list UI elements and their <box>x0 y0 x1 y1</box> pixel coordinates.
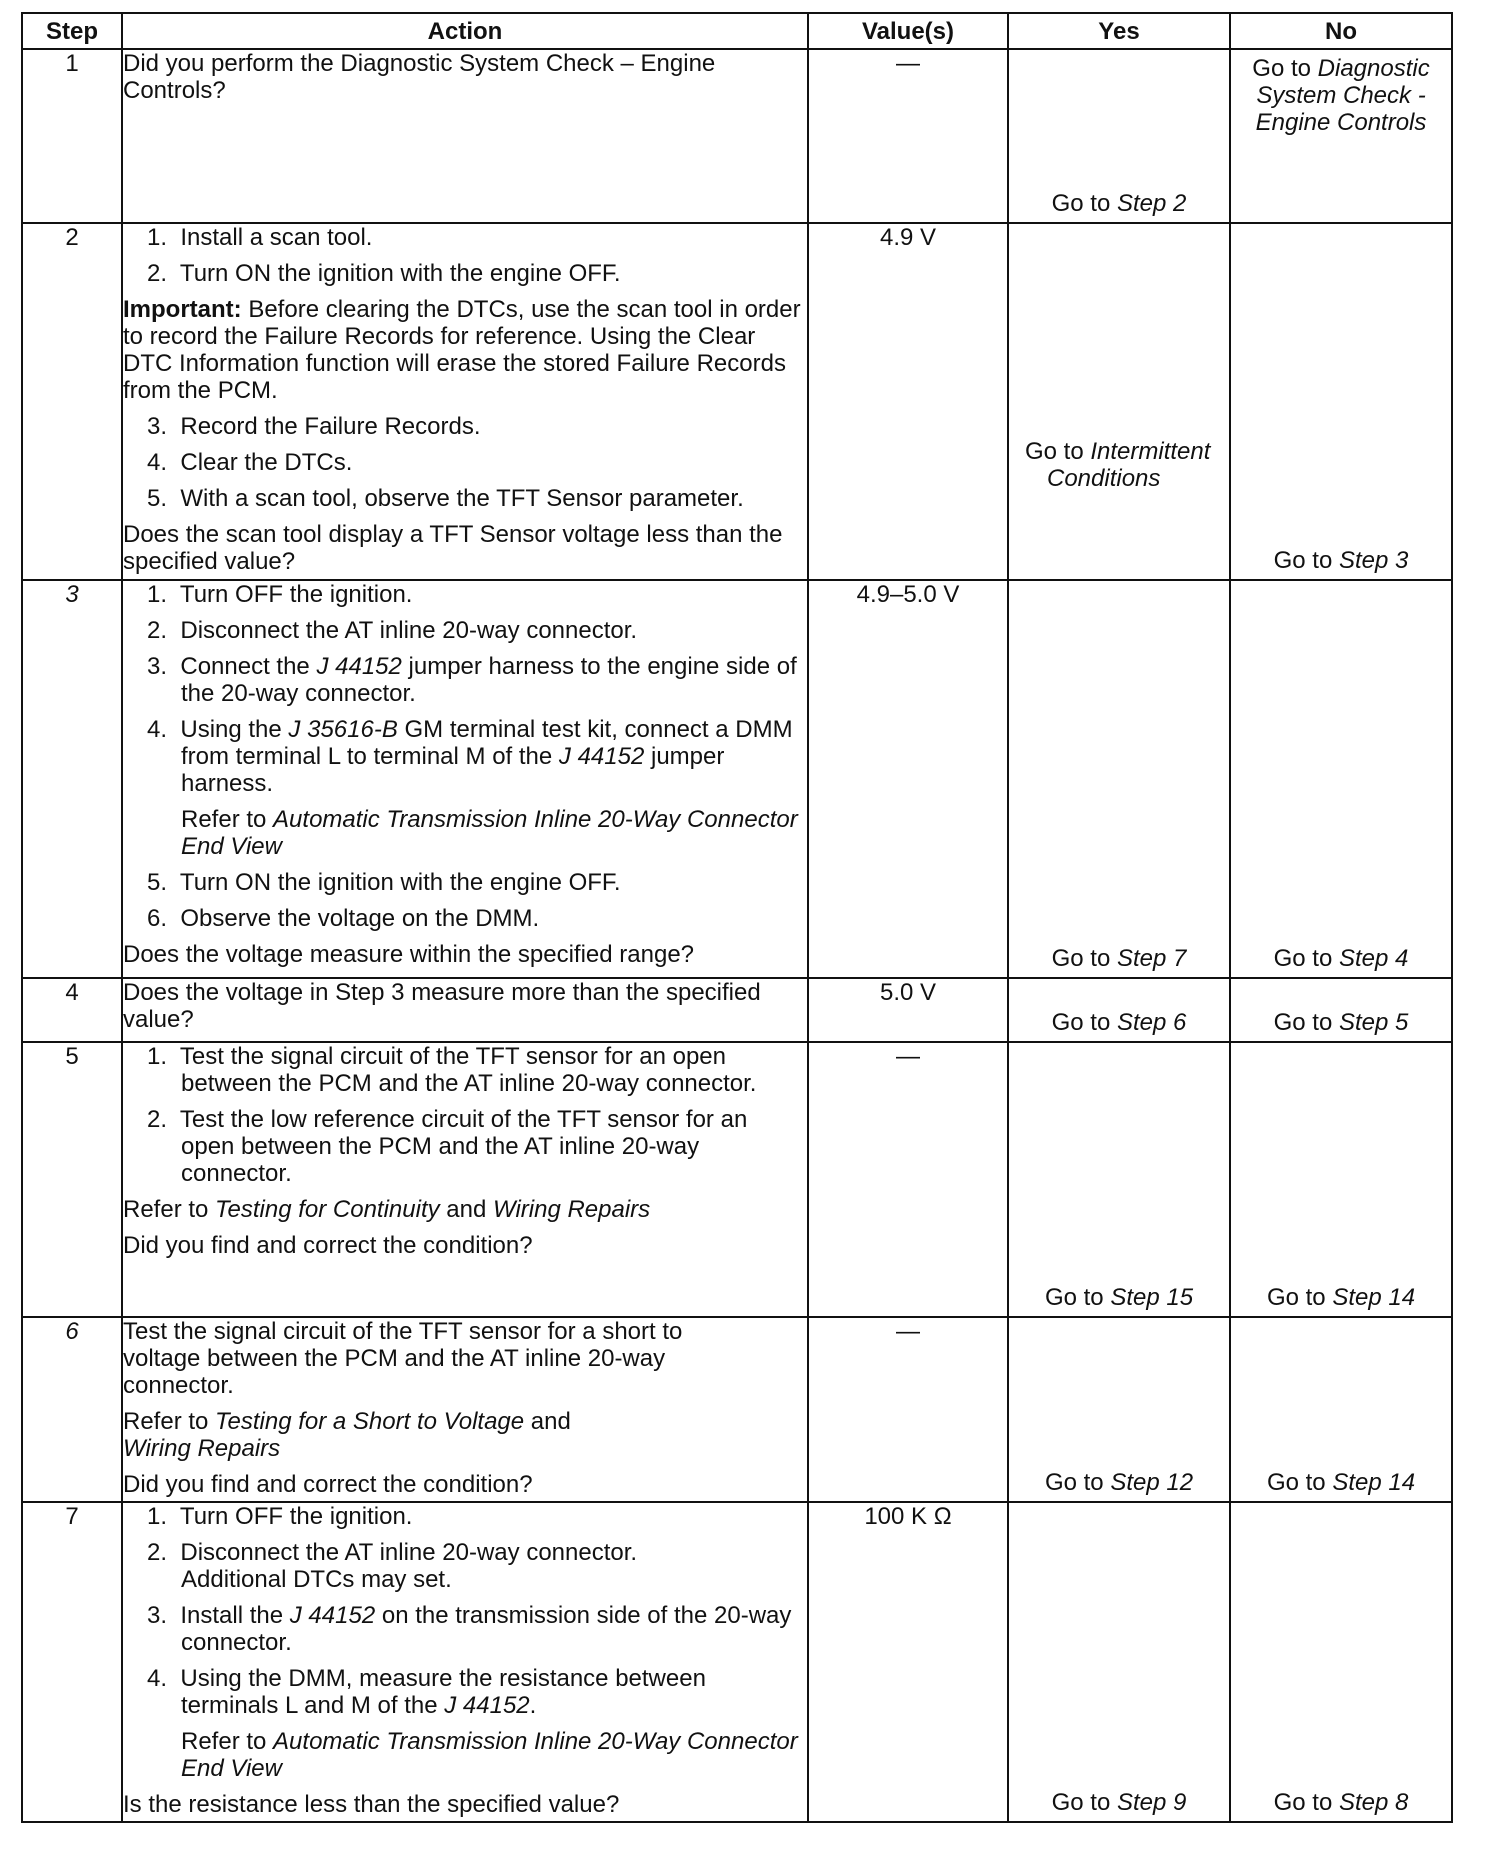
step-number: 2 <box>22 223 122 580</box>
no-text: Go to Step 8 <box>1273 1789 1409 1816</box>
reference: Refer to Testing for Continuity and Wiring Repairs <box>123 1196 651 1223</box>
no-text: Go to Step 3 <box>1273 547 1409 574</box>
action-step-5: 5. With a scan tool, observe the TFT Sensor parameter. <box>147 485 744 512</box>
yes-cell <box>1008 223 1230 580</box>
reference: Refer to Automatic Transmission Inline 20-Way Connector End View <box>181 1728 798 1782</box>
action-question: Did you find and correct the condition? <box>123 1471 533 1498</box>
table-row-step-1 <box>22 49 1452 223</box>
table-row-step-2 <box>22 223 1452 580</box>
value-cell: — <box>808 1042 1008 1317</box>
no-link[interactable]: Step 14 <box>1332 1469 1416 1496</box>
header-action: Action <box>122 13 808 49</box>
reference-link[interactable]: Wiring Repairs <box>493 1196 651 1223</box>
step-number: 3 <box>22 580 122 978</box>
value-cell: — <box>808 49 1008 223</box>
header-values: Value(s) <box>808 13 1008 49</box>
yes-text: Go to Step 15 <box>1044 1284 1194 1311</box>
header-yes: Yes <box>1008 13 1230 49</box>
action-question: Does the scan tool display a TFT Sensor voltage less than the specified value? <box>123 521 783 575</box>
step-number: 7 <box>22 1502 122 1822</box>
reference-link[interactable]: Automatic Transmission Inline 20-Way Connector End View <box>181 1728 798 1782</box>
tool-ref: J 44152 <box>289 1602 376 1629</box>
action-step-2: 2. Turn ON the ignition with the engine OFF. <box>147 260 621 287</box>
diagnostic-table <box>21 12 1453 1823</box>
tool-ref: J 35616-B <box>288 716 398 743</box>
header-no: No <box>1230 13 1452 49</box>
action-step-1: 1. Turn OFF the ignition. <box>147 1503 413 1530</box>
yes-link[interactable]: Step 6 <box>1116 1009 1187 1036</box>
table-row-step-6 <box>22 1317 1452 1502</box>
no-link[interactable]: Diagnostic System Check - Engine Controls <box>1255 55 1430 136</box>
value-cell: 4.9 V <box>808 223 1008 580</box>
action-cell <box>122 580 808 978</box>
no-link[interactable]: Step 4 <box>1338 945 1409 972</box>
action-step-2: 2. Disconnect the AT inline 20-way connector. <box>147 617 638 644</box>
action-cell <box>122 978 808 1042</box>
reference: Refer to Automatic Transmission Inline 20-Way Connector End View <box>181 806 798 860</box>
yes-cell <box>1008 580 1230 978</box>
no-link[interactable]: Step 14 <box>1332 1284 1416 1311</box>
action-step-5: 5. Turn ON the ignition with the engine OFF. <box>147 869 621 896</box>
yes-cell <box>1008 1317 1230 1502</box>
table-row-step-7 <box>22 1502 1452 1822</box>
table-row-step-3 <box>22 580 1452 978</box>
value-cell: 5.0 V <box>808 978 1008 1042</box>
action-cell <box>122 1502 808 1822</box>
tool-ref: J 44152 <box>316 653 402 680</box>
yes-text: Go to Intermittent Conditions <box>1025 438 1211 492</box>
action-cell <box>122 49 808 223</box>
action-step-4: 4. Using the DMM, measure the resistance between terminals L and M of the J 44152. <box>147 1665 706 1719</box>
action-question: Is the resistance less than the specified value? <box>123 1791 620 1818</box>
value-cell: — <box>808 1317 1008 1502</box>
no-cell <box>1230 49 1452 223</box>
action-step-3: 3. Record the Failure Records. <box>147 413 481 440</box>
reference: Refer to Testing for a Short to Voltage and Wiring Repairs <box>123 1408 571 1462</box>
no-text: Go to Step 14 <box>1266 1284 1416 1311</box>
step-number: 6 <box>22 1317 122 1502</box>
yes-link[interactable]: Step 2 <box>1116 190 1187 217</box>
no-text: Go to Step 14 <box>1266 1469 1416 1496</box>
action-step-6: 6. Observe the voltage on the DMM. <box>147 905 540 932</box>
yes-cell <box>1008 49 1230 223</box>
yes-link[interactable]: Step 9 <box>1116 1789 1187 1816</box>
value-cell: 4.9–5.0 V <box>808 580 1008 978</box>
action-question: Did you find and correct the condition? <box>123 1232 533 1259</box>
no-link[interactable]: Step 3 <box>1338 547 1409 574</box>
tool-ref: J 44152 <box>444 1692 530 1719</box>
action-cell <box>122 1317 808 1502</box>
yes-text: Go to Step 9 <box>1051 1789 1187 1816</box>
action-question: Does the voltage in Step 3 measure more than the specified value? <box>123 979 761 1033</box>
yes-cell <box>1008 978 1230 1042</box>
tool-ref: J 44152 <box>558 743 645 770</box>
no-cell <box>1230 580 1452 978</box>
no-text: Go to Step 5 <box>1273 1009 1409 1036</box>
value-cell: 100 K Ω <box>808 1502 1008 1822</box>
no-text: Go to Step 4 <box>1273 945 1409 972</box>
action-question: Does the voltage measure within the specified range? <box>123 941 695 968</box>
table-row-step-4 <box>22 978 1452 1042</box>
no-text: Go to Diagnostic System Check - Engine Controls <box>1252 55 1430 136</box>
no-link[interactable]: Step 5 <box>1338 1009 1409 1036</box>
reference-link[interactable]: Testing for a Short to Voltage <box>215 1408 525 1435</box>
yes-link[interactable]: Intermittent Conditions <box>1047 438 1211 492</box>
yes-link[interactable]: Step 12 <box>1110 1469 1194 1496</box>
action-step-3: 3. Install the J 44152 on the transmission side of the 20-way connector. <box>147 1602 792 1656</box>
action-cell <box>122 223 808 580</box>
yes-link[interactable]: Step 15 <box>1110 1284 1194 1311</box>
action-question: Did you perform the Diagnostic System Check – Engine Controls? <box>123 50 716 104</box>
reference-link[interactable]: Wiring Repairs <box>123 1435 281 1462</box>
yes-text: Go to Step 7 <box>1051 945 1187 972</box>
table-row-step-5 <box>22 1042 1452 1317</box>
yes-link[interactable]: Step 7 <box>1116 945 1187 972</box>
action-step-1: 1. Install a scan tool. <box>147 224 373 251</box>
action-step-4: 4. Using the J 35616-B GM terminal test kit, connect a DMM from terminal L to terminal M of the J 44152 jumper harness. <box>147 716 793 797</box>
header-step: Step <box>22 13 122 49</box>
action-step-3: 3. Connect the J 44152 jumper harness to the engine side of the 20-way connector. <box>147 653 797 707</box>
action-step-1: 1. Test the signal circuit of the TFT sensor for an open between the PCM and the AT inline 20-way connector. <box>147 1043 757 1097</box>
reference-link[interactable]: Testing for Continuity <box>215 1196 440 1223</box>
step-number: 1 <box>22 49 122 223</box>
no-cell <box>1230 223 1452 580</box>
no-cell <box>1230 1042 1452 1317</box>
yes-cell <box>1008 1502 1230 1822</box>
yes-text: Go to Step 2 <box>1051 190 1187 217</box>
yes-cell <box>1008 1042 1230 1317</box>
no-cell <box>1230 1317 1452 1502</box>
action-paragraph: Test the signal circuit of the TFT sensor for a short to voltage between the PCM and the AT inline 20-way connector. <box>123 1318 683 1399</box>
no-link[interactable]: Step 8 <box>1338 1789 1409 1816</box>
yes-text: Go to Step 6 <box>1051 1009 1187 1036</box>
action-step-4: 4. Clear the DTCs. <box>147 449 353 476</box>
reference-link[interactable]: Automatic Transmission Inline 20-Way Connector End View <box>181 806 798 860</box>
yes-text: Go to Step 12 <box>1044 1469 1194 1496</box>
action-cell <box>122 1042 808 1317</box>
header-row <box>22 13 1452 49</box>
action-step-2: 2. Disconnect the AT inline 20-way connector. Additional DTCs may set. <box>147 1539 638 1593</box>
action-step-1: 1. Turn OFF the ignition. <box>147 581 413 608</box>
action-step-2: 2. Test the low reference circuit of the TFT sensor for an open between the PCM and the AT inline 20-way connector. <box>147 1106 748 1187</box>
step-number: 5 <box>22 1042 122 1317</box>
no-cell <box>1230 978 1452 1042</box>
no-cell <box>1230 1502 1452 1822</box>
important-note: Important: Before clearing the DTCs, use the scan tool in order to record the Failure Records for reference. Using the Clear DTC Information function will erase the stored Failure Records from the PCM. <box>123 296 801 404</box>
step-number: 4 <box>22 978 122 1042</box>
